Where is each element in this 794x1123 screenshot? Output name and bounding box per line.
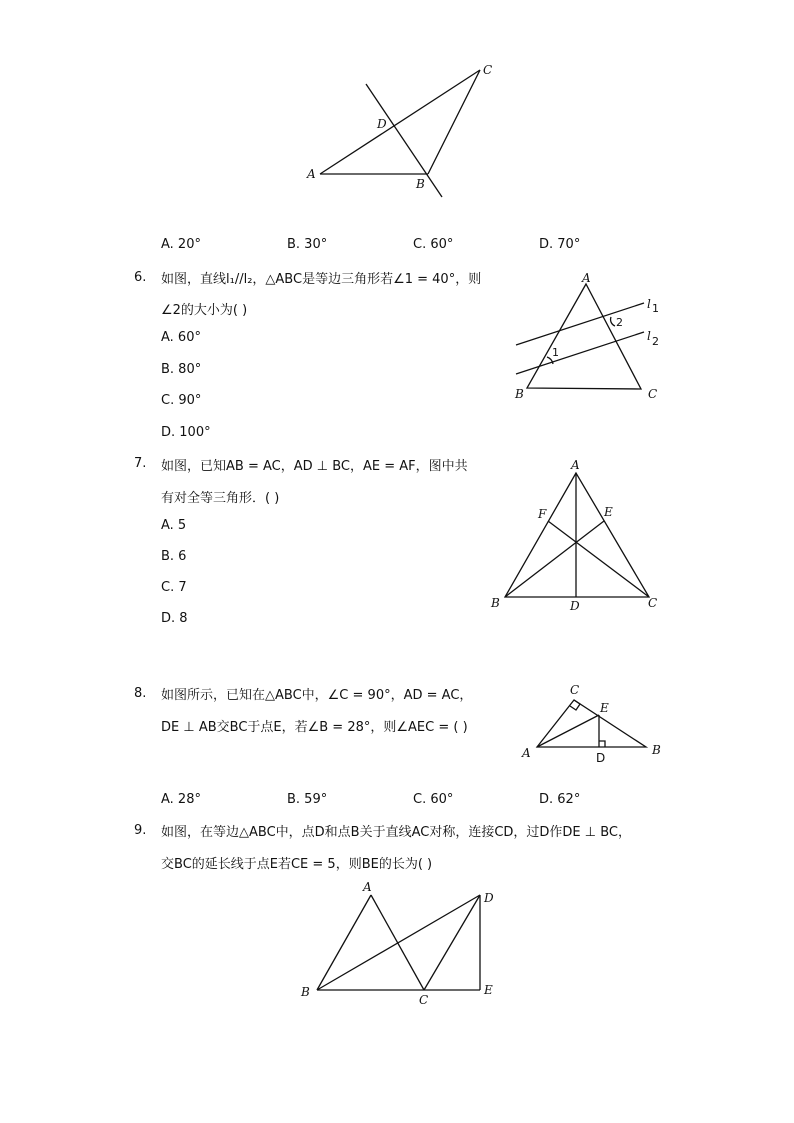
q6-label-c: C	[648, 387, 658, 401]
q6-label-angle2: 2	[616, 316, 623, 329]
q9-line-cd	[424, 895, 480, 990]
q8-label-d: D	[596, 751, 606, 765]
q6-option-d[interactable]: D. 100°	[161, 425, 211, 440]
q9-label-d: D	[484, 891, 494, 905]
q5-label-b: B	[416, 177, 425, 191]
q8-number: 8.	[134, 686, 147, 701]
q7-stem-line2: 有对全等三角形．( )	[161, 491, 280, 506]
q6-label-l1: l	[647, 297, 651, 311]
q8-option-c[interactable]: C. 60°	[413, 792, 454, 807]
q7-stem-line1: 如图，已知AB = AC，AD ⊥ BC，AE = AF，图中共	[161, 459, 468, 474]
q8-stem-line2: DE ⊥ AB交BC于点E，若∠B = 28°，则∠AEC = ( )	[161, 720, 468, 735]
q6-label-l2-sub: 2	[652, 335, 659, 348]
q8-option-a[interactable]: A. 28°	[161, 792, 201, 807]
q7-option-c[interactable]: C. 7	[161, 580, 187, 595]
q9-line-bd	[317, 895, 480, 990]
q8-label-e: E	[600, 701, 609, 715]
q5-label-c: C	[483, 63, 493, 77]
q6-label-a: A	[582, 271, 591, 285]
q7-label-c: C	[648, 596, 658, 610]
q9-stem-line2: 交BC的延长线于点E若CE = 5，则BE的长为( )	[161, 857, 433, 872]
q6-stem-line2: ∠2的大小为( )	[161, 303, 248, 318]
q9-label-c: C	[419, 993, 429, 1007]
q9-label-b: B	[301, 985, 310, 999]
q5-option-a[interactable]: A. 20°	[161, 237, 201, 252]
q7-label-a: A	[571, 458, 580, 472]
q6-number: 6.	[134, 270, 147, 285]
q9-number: 9.	[134, 823, 147, 838]
q6-option-c[interactable]: C. 90°	[161, 393, 202, 408]
q5-option-d[interactable]: D. 70°	[539, 237, 581, 252]
q6-label-angle1: 1	[552, 346, 559, 359]
q7-label-b: B	[491, 596, 500, 610]
q6-option-a[interactable]: A. 60°	[161, 330, 201, 345]
q6-label-l2: l	[647, 329, 651, 343]
q7-label-e: E	[604, 505, 613, 519]
q6-label-b: B	[515, 387, 524, 401]
q6-label-l1-sub: 1	[652, 302, 659, 315]
q7-label-f: F	[538, 507, 547, 521]
q9-label-a: A	[363, 880, 372, 894]
q9-stem-line1: 如图，在等边△ABC中，点D和点B关于直线AC对称，连接CD，过D作DE ⊥ BC，	[161, 825, 632, 840]
q5-label-a: A	[307, 167, 316, 181]
q8-option-d[interactable]: D. 62°	[539, 792, 581, 807]
q7-option-b[interactable]: B. 6	[161, 549, 187, 564]
q9-line-ab	[317, 895, 371, 990]
q8-label-a: A	[522, 746, 531, 760]
q8-label-c: C	[570, 683, 580, 697]
q7-label-d: D	[570, 599, 580, 613]
q7-option-a[interactable]: A. 5	[161, 518, 187, 533]
q8-stem-line1: 如图所示，已知在△ABC中，∠C = 90°，AD = AC，	[161, 688, 473, 703]
q5-label-d: D	[377, 117, 387, 131]
q6-option-b[interactable]: B. 80°	[161, 362, 202, 377]
q7-option-d[interactable]: D. 8	[161, 611, 188, 626]
q6-stem-line1: 如图，直线l₁//l₂，△ABC是等边三角形若∠1 = 40°，则	[161, 272, 482, 287]
q7-number: 7.	[134, 456, 147, 471]
q5-option-b[interactable]: B. 30°	[287, 237, 328, 252]
q5-option-c[interactable]: C. 60°	[413, 237, 454, 252]
q9-label-e: E	[484, 983, 493, 997]
q8-label-b: B	[652, 743, 661, 757]
q8-option-b[interactable]: B. 59°	[287, 792, 328, 807]
